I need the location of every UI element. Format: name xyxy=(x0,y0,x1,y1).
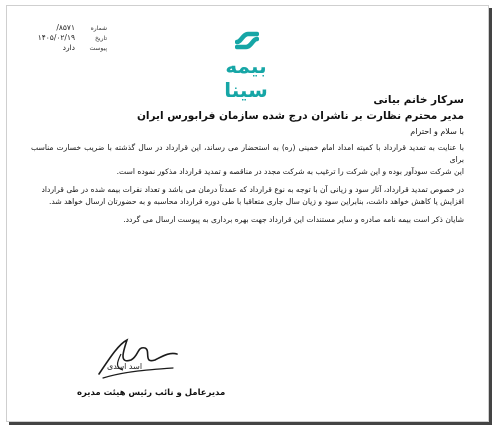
meta-number-value: ۸۵۷۱/ xyxy=(56,23,75,32)
paragraph-1-line: با عنایت به تمدید قرارداد با کمیته امداد امام خمینی (ره) به استحضار می رساند، این قرارداد در سال گذشته با ضریب خسارت مناسب برای xyxy=(31,143,464,164)
logo-mark-icon xyxy=(235,28,259,50)
meta-attachment-value: دارد xyxy=(62,43,75,52)
letter-page xyxy=(6,5,489,422)
meta-number-label: شماره xyxy=(90,25,107,32)
company-logo xyxy=(211,28,281,102)
meta-attachment-label: پیوست xyxy=(89,45,107,52)
meta-date-label: تاریخ xyxy=(95,35,107,42)
paragraph-2 xyxy=(31,184,464,208)
meta-date-row xyxy=(35,33,107,43)
logo-text: بیمه سینا xyxy=(224,54,268,102)
meta-attachment-row xyxy=(35,43,107,53)
paragraph-3 xyxy=(31,214,464,226)
letter-meta xyxy=(35,23,107,53)
signer-title: مدیرعامل و نائب رئیس هیئت مدیره xyxy=(77,388,226,398)
recipient-name: سرکار خانم بیانی xyxy=(373,94,464,106)
handwritten-signature xyxy=(93,334,183,386)
signer-name: اسد اسدی xyxy=(107,362,143,371)
recipient-title: مدیر محترم نظارت بر ناشران درج شده سازمان فرابورس ایران xyxy=(136,110,464,122)
paragraph-3-line: شایان ذکر است بیمه نامه صادره و سایر مستندات این قرارداد جهت بهره برداری به پیوست ارسال می گردد. xyxy=(123,215,464,224)
meta-number-row xyxy=(35,23,107,33)
paragraph-1 xyxy=(31,142,464,178)
paragraph-2-line: در خصوص تمدید قرارداد، آثار سود و زیانی آن با توجه به نوع قرارداد که عمدتاً درمان می باشد و تعداد نفرات بیمه شده در طی قرارداد xyxy=(41,185,464,194)
paragraph-1-line: این شرکت سودآور بوده و این شرکت را ترغیب به شرکت مجدد در مناقصه و تمدید قرارداد مذکور نموده است. xyxy=(116,167,464,176)
greeting: با سلام و احترام xyxy=(410,127,464,136)
paragraph-2-line: افزایش یا کاهش خواهد داشت، بنابراین سود و زیان سال جاری متعاقبا با طی دوره قرارداد محاسبه و به حضورتان ارسال خواهد شد. xyxy=(48,197,464,206)
meta-date-value: ۱۴۰۵/۰۲/۱۹ xyxy=(37,33,75,42)
letter-body xyxy=(31,94,464,226)
